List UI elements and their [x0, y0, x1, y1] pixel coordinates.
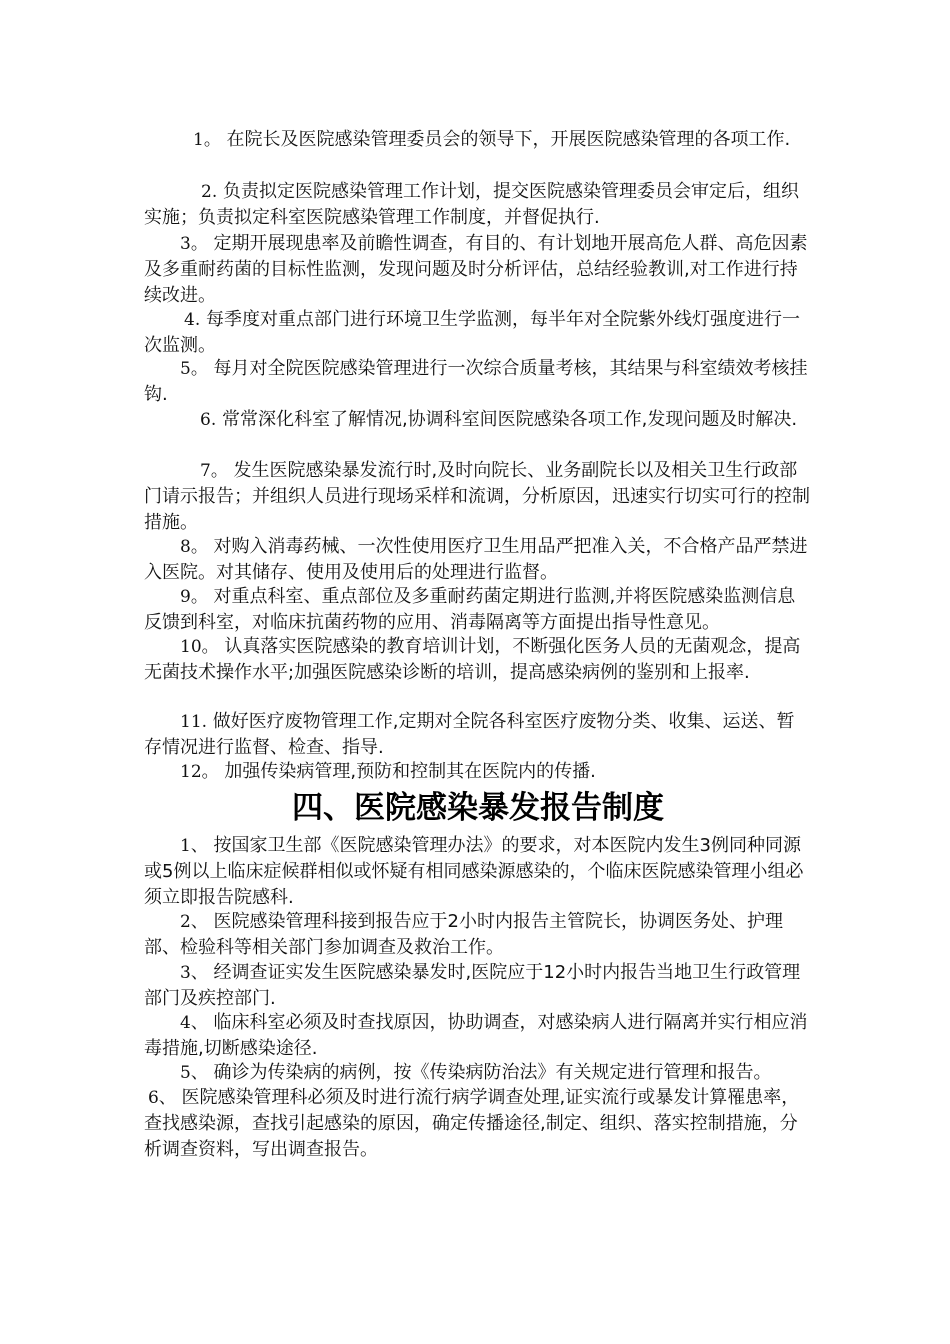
- section-heading: 四、医院感染暴发报告制度: [292, 790, 664, 826]
- list-item: [144, 231, 812, 309]
- item-number: 2.: [201, 182, 218, 202]
- item-number: 8。: [180, 537, 208, 557]
- item-number: 9。: [180, 587, 208, 607]
- item-number: 1、: [180, 836, 208, 856]
- item-text: 对购入消毒药械、一次性使用医疗卫生用品严把准入关，不合格产品严禁进入医院。对其储存、使用及使用后的处理进行监督。: [144, 536, 808, 583]
- item-number: 10。: [180, 637, 219, 657]
- item-number: 5。: [180, 359, 208, 379]
- item-text: 在院长及医院感染管理委员会的领导下，开展医院感染管理的各项工作.: [220, 129, 791, 150]
- item-text: 做好医疗废物管理工作,定期对全院各科室医疗废物分类、收集、运送、暂存情况进行监督、检查、指导.: [144, 711, 795, 758]
- item-text: 发生医院感染暴发流行时,及时向院长、业务副院长以及相关卫生行政部门请示报告；并组织人员进行现场采样和流调，分析原因，迅速实行切实可行的控制措施。: [144, 460, 810, 533]
- item-text: 临床科室必须及时查找原因，协助调查，对感染病人进行隔离并实行相应消毒措施,切断感染途径.: [144, 1012, 808, 1059]
- list-item: [144, 584, 812, 636]
- item-text: 认真落实医院感染的教育培训计划，不断强化医务人员的无菌观念，提高无菌技术操作水平;加强医院感染诊断的培训，提高感染病例的鉴别和上报率.: [144, 636, 801, 683]
- item-number: 3。: [180, 234, 208, 254]
- list-item: [144, 833, 812, 911]
- item-number: 4、: [180, 1013, 208, 1033]
- item-number: 6.: [200, 410, 217, 430]
- list-item: [144, 307, 812, 359]
- item-text: 负责拟定医院感染管理工作计划，提交医院感染管理委员会审定后，组织实施；负责拟定科室医院感染管理工作制度，并督促执行.: [144, 181, 799, 228]
- item-text: 定期开展现患率及前瞻性调查，有目的、有计划地开展高危人群、高危因素及多重耐药菌的目标性监测，发现问题及时分析评估，总结经验教训,对工作进行持续改进。: [144, 233, 808, 306]
- list-item: [144, 1085, 812, 1163]
- item-text: 按国家卫生部《医院感染管理办法》的要求，对本医院内发生3例同种同源或5例以上临床症候群相似或怀疑有相同感染源感染的，个临床医院感染管理小组必须立即报告院感科.: [144, 835, 804, 908]
- list-item: [144, 356, 812, 408]
- item-number: 6、: [148, 1088, 176, 1108]
- item-number: 4.: [184, 310, 201, 330]
- item-number: 3、: [180, 963, 208, 983]
- item-text: 每季度对重点部门进行环境卫生学监测，每半年对全院紫外线灯强度进行一次监测。: [144, 309, 800, 356]
- list-item: [144, 407, 812, 433]
- item-number: 7。: [200, 461, 228, 481]
- item-text: 常常深化科室了解情况,协调科室间医院感染各项工作,发现问题及时解决.: [216, 409, 798, 430]
- item-number: 2、: [180, 912, 208, 932]
- list-item: [144, 127, 812, 153]
- item-text: 医院感染管理科必须及时进行流行病学调查处理,证实流行或暴发计算罹患率，查找感染源，查找引起感染的原因，确定传播途径,制定、组织、落实控制措施，分析调查资料，写出调查报告。: [144, 1087, 800, 1160]
- list-item: [144, 960, 812, 1012]
- item-number: 12。: [180, 762, 219, 782]
- list-item: [144, 709, 812, 761]
- list-item: [144, 759, 812, 785]
- item-number: 1。: [193, 130, 221, 150]
- list-item: [144, 909, 812, 961]
- item-text: 每月对全院医院感染管理进行一次综合质量考核，其结果与科室绩效考核挂钩.: [144, 358, 808, 405]
- list-item: [144, 179, 812, 231]
- item-number: 11.: [180, 712, 208, 732]
- list-item: [144, 1010, 812, 1062]
- item-text: 经调查证实发生医院感染暴发时,医院应于12小时内报告当地卫生行政管理部门及疾控部门.: [144, 962, 801, 1009]
- list-item: [144, 634, 812, 686]
- list-item: [144, 458, 812, 536]
- item-text: 医院感染管理科接到报告应于2小时内报告主管院长，协调医务处、护理部、检验科等相关部门参加调查及救治工作。: [144, 911, 783, 958]
- list-item: [144, 1060, 812, 1086]
- item-number: 5、: [180, 1063, 208, 1083]
- item-text: 加强传染病管理,预防和控制其在医院内的传播.: [218, 761, 596, 782]
- item-text: 对重点科室、重点部位及多重耐药菌定期进行监测,并将医院感染监测信息反馈到科室，对临床抗菌药物的应用、消毒隔离等方面提出指导性意见。: [144, 586, 796, 633]
- list-item: [144, 534, 812, 586]
- item-text: 确诊为传染病的病例，按《传染病防治法》有关规定进行管理和报告。: [207, 1062, 772, 1083]
